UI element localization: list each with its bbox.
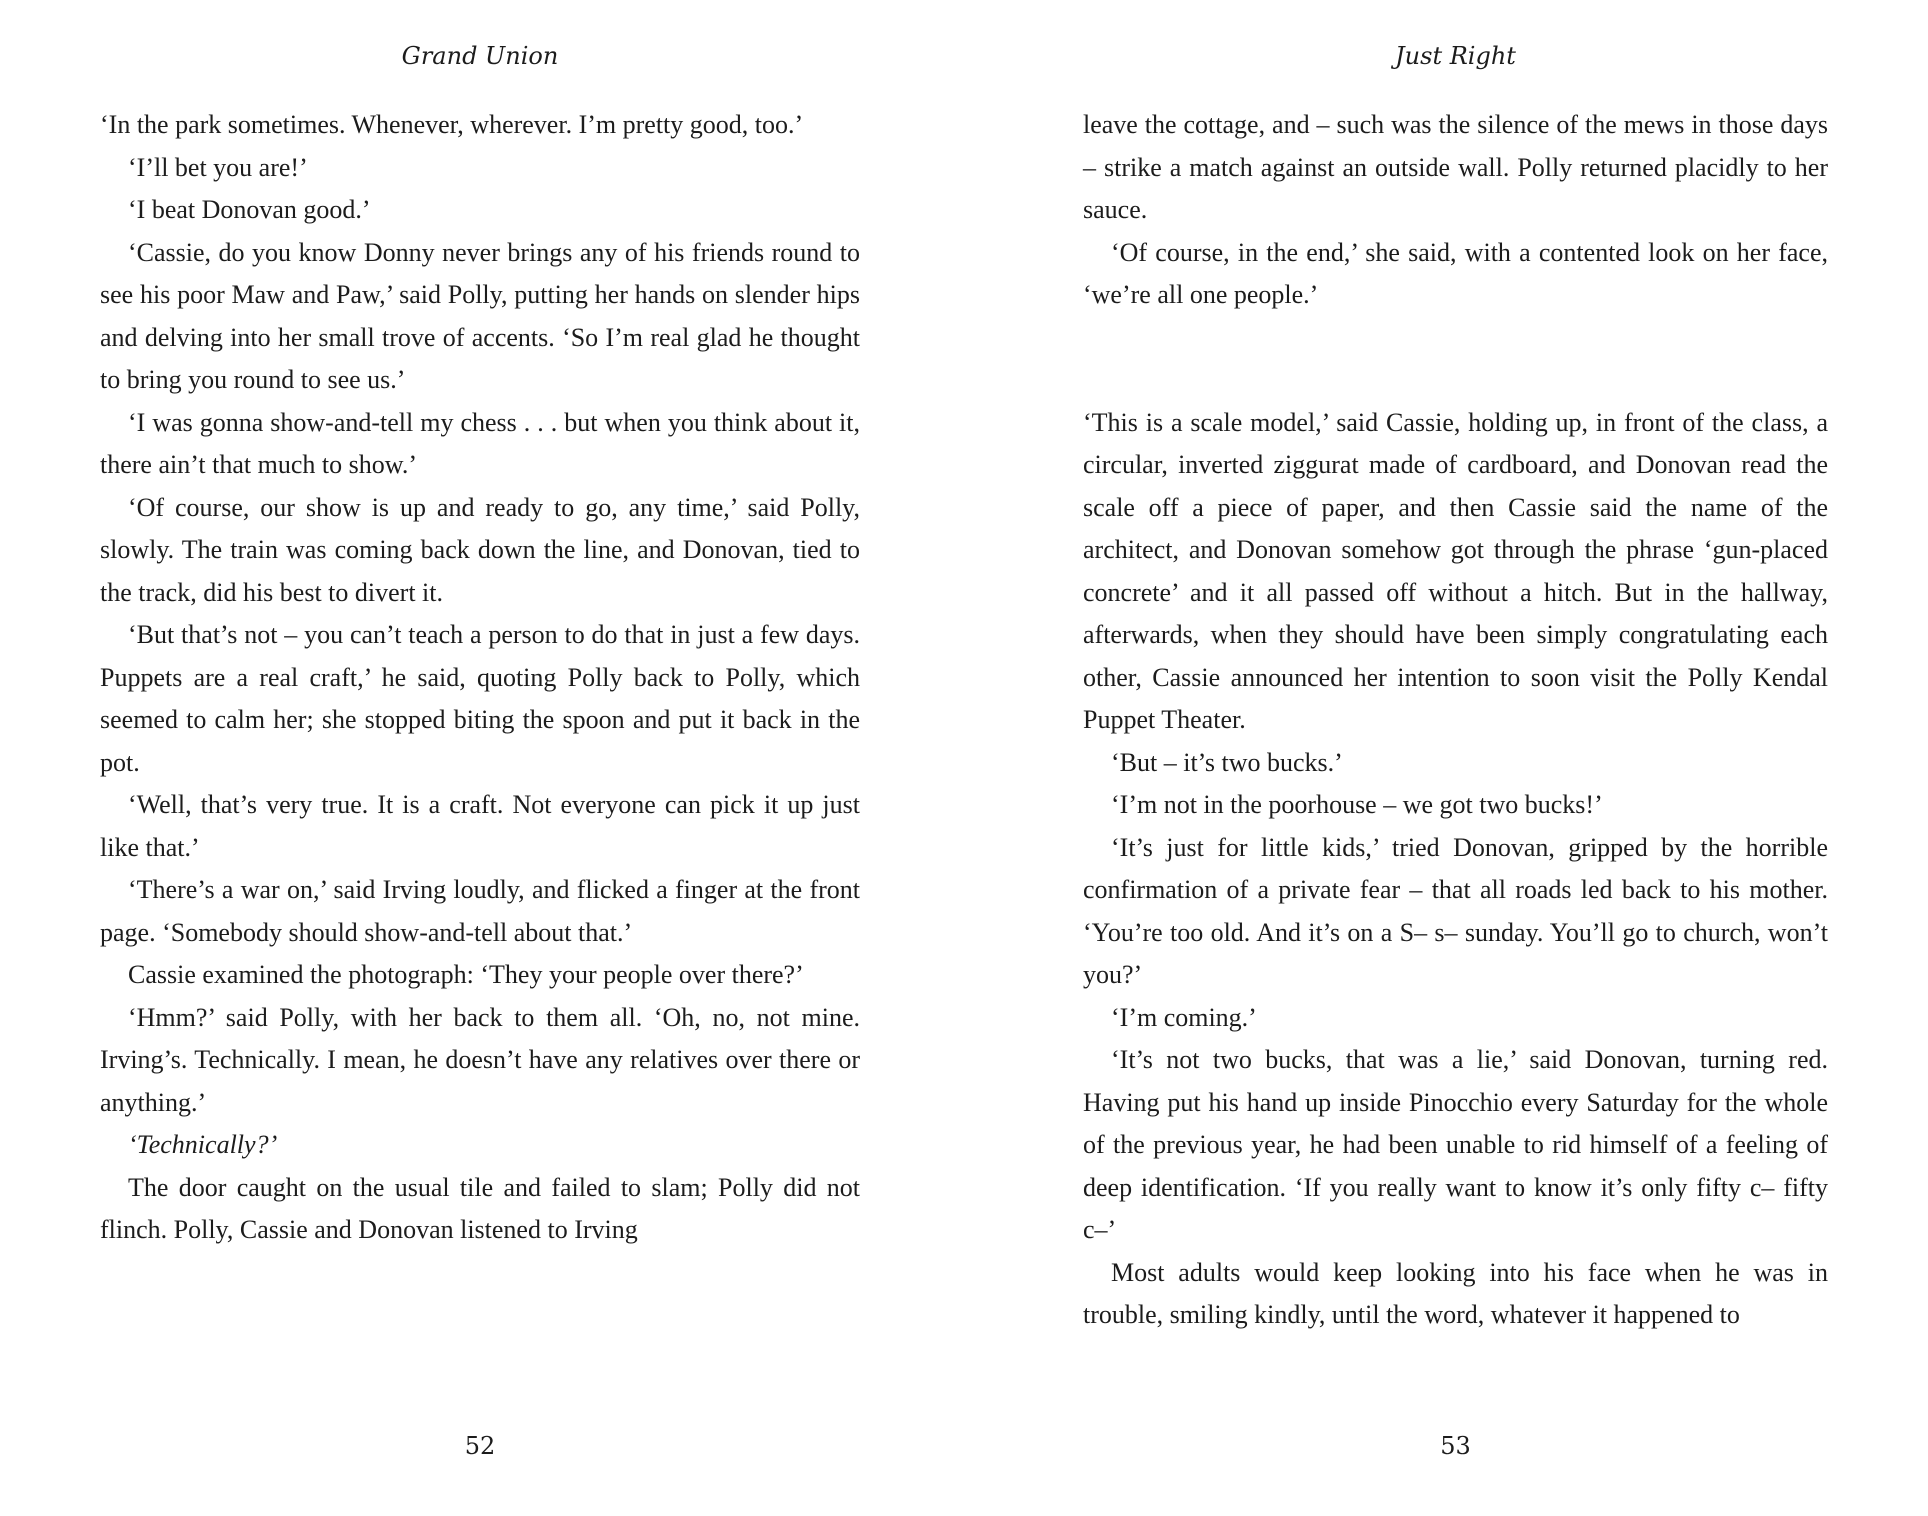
paragraph: ‘Hmm?’ said Polly, with her back to them all. ‘Oh, no, not mine. Irving’s. Technically. I mean, he doesn’t have any relatives over there or anything.’ <box>100 1002 860 1117</box>
section-start-paragraph: ‘This is a scale model,’ said Cassie, holding up, in front of the class, a circular, inverted ziggurat made of cardboard, and Donovan read the scale off a piece of paper, and then Cassie said the name of the architect, and Donovan somehow got through the phrase ‘gun-placed concrete’ and it all passed off without a hitch. But in the hallway, afterwards, when they should have been simply congratulating each other, Cassie announced her intention to soon visit the Polly Kendal Puppet Theater. <box>1083 407 1828 734</box>
paragraph: ‘I’ll bet you are!’ <box>128 152 308 182</box>
paragraph: Most adults would keep looking into his face when he was in trouble, smiling kindly, until the word, whatever it happened to <box>1083 1257 1828 1329</box>
paragraph: Cassie examined the photograph: ‘They your people over there?’ <box>128 960 804 989</box>
paragraph: ‘It’s just for little kids,’ tried Donovan, gripped by the horrible confirmation of a private fear – that all roads led back to his mother. ‘You’re too old. And it’s on a S– s– sunday. You’ll go to church, won’t you?’ <box>1083 832 1828 989</box>
paragraph: ‘I was gonna show-and-tell my chess . . . but when you think about it, there ain’t that much to show.’ <box>100 407 860 479</box>
paragraph: ‘Of course, in the end,’ she said, with a contented look on her face, ‘we’re all one people.’ <box>1083 237 1828 309</box>
paragraph: ‘But that’s not – you can’t teach a person to do that in just a few days. Puppets are a real craft,’ he said, quoting Polly back to Polly, which seemed to calm her; she stopped biting the spoon and put it back in the pot. <box>100 620 860 777</box>
page-body <box>100 104 860 1252</box>
paragraph: The door caught on the usual tile and failed to slam; Polly did not flinch. Polly, Cassie and Donovan listened to Irving <box>100 1172 860 1244</box>
running-head: Grand Union <box>401 42 559 70</box>
paragraph: ‘Technically?’ <box>128 1130 278 1159</box>
page-number: 52 <box>464 1432 496 1460</box>
paragraph: ‘In the park sometimes. Whenever, wherever. I’m pretty good, too.’ <box>100 110 804 139</box>
running-head: Just Right <box>1395 42 1516 70</box>
paragraph: ‘It’s not two bucks, that was a lie,’ said Donovan, turning red. Having put his hand up inside Pinocchio every Saturday for the whole of the previous year, he had been unable to rid himself of a feeling of deep identification. ‘If you really want to know it’s only fifty c– fifty c–’ <box>1083 1045 1828 1244</box>
paragraph: ‘Cassie, do you know Donny never brings any of his friends round to see his poor Maw and Paw,’ said Polly, putting her hands on slender hips and delving into her small trove of accents. ‘So I’m real glad he thought to bring you round to see us.’ <box>100 237 860 394</box>
paragraph: ‘I’m coming.’ <box>1111 1002 1257 1032</box>
paragraph: ‘Well, that’s very true. It is a craft. Not everyone can pick it up just like that.’ <box>100 790 860 862</box>
paragraph: ‘I’m not in the poorhouse – we got two bucks!’ <box>1111 790 1603 819</box>
page-body <box>1083 104 1828 1337</box>
paragraph: ‘But – it’s two bucks.’ <box>1111 747 1343 777</box>
paragraph: leave the cottage, and – such was the silence of the mews in those days – strike a match against an outside wall. Polly returned placidly to her sauce. <box>1083 110 1828 224</box>
right-page <box>964 0 1928 1516</box>
paragraph: ‘I beat Donovan good.’ <box>128 195 371 224</box>
paragraph: ‘There’s a war on,’ said Irving loudly, and flicked a finger at the front page. ‘Somebody should show-and-tell about that.’ <box>100 875 860 947</box>
paragraph: ‘Of course, our show is up and ready to go, any time,’ said Polly, slowly. The train was coming back down the line, and Donovan, tied to the track, did his best to divert it. <box>100 492 860 607</box>
page-number: 53 <box>1440 1432 1471 1460</box>
